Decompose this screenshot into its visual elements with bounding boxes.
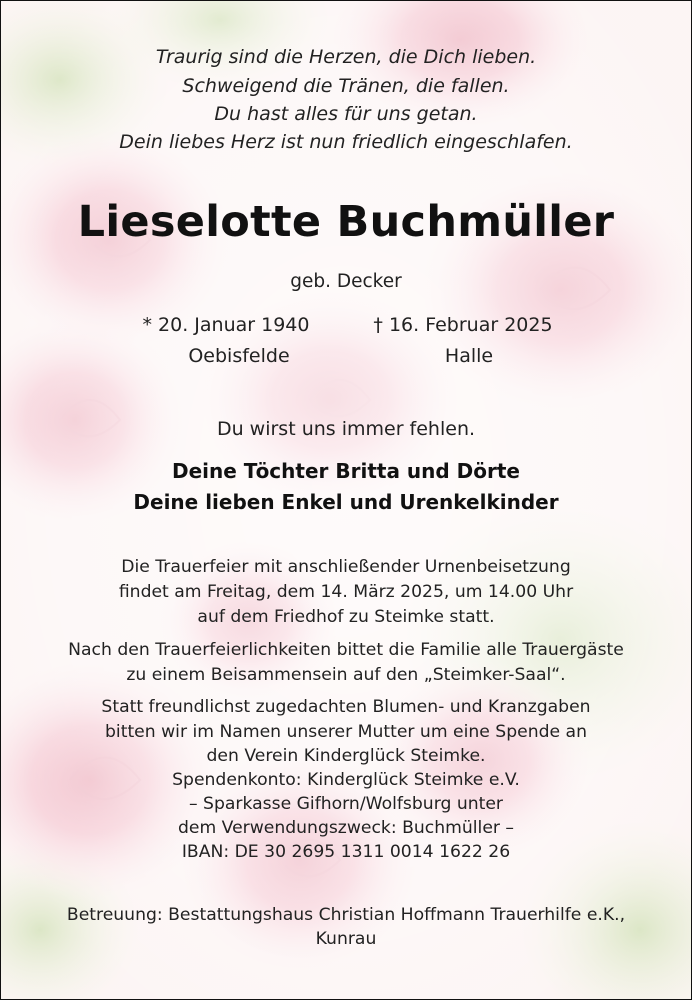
funeral-line: auf dem Friedhof zu Steimke statt.	[197, 607, 495, 627]
birth-date: * 20. Januar 1940	[142, 314, 310, 336]
funeral-home-line: Kunrau	[315, 929, 377, 949]
deceased-name: Lieselotte Buchmüller	[77, 197, 615, 247]
death-place: Halle	[444, 345, 494, 367]
donation-line: – Sparkasse Gifhorn/Wolfsburg unter	[189, 794, 503, 814]
donation-line: Statt freundlichst zugedachten Blumen- und Kranzgaben	[101, 697, 591, 717]
death-date: † 16. Februar 2025	[373, 314, 553, 336]
poem-line: Traurig sind die Herzen, die Dich lieben.	[155, 46, 537, 68]
poem-line: Schweigend die Tränen, die fallen.	[182, 75, 510, 97]
donation-line: Spendenkonto: Kinderglück Steimke e.V.	[172, 770, 520, 790]
poem-line: Dein liebes Herz ist nun friedlich eingeschlafen.	[119, 131, 573, 153]
funeral-line: findet am Freitag, dem 14. März 2025, um 14.00 Uhr	[118, 582, 574, 602]
maiden-name: geb. Decker	[290, 271, 402, 292]
funeral-home-line: Betreuung: Bestattungshaus Christian Hoffmann Trauerhilfe e.K.,	[66, 905, 626, 925]
donation-line: dem Verwendungszweck: Buchmüller –	[177, 818, 515, 838]
donation-line: bitten wir im Namen unserer Mutter um eine Spende an	[105, 722, 587, 742]
funeral-line: Die Trauerfeier mit anschließender Urnenbeisetzung	[121, 557, 571, 577]
gathering-line: zu einem Beisammensein auf den „Steimker-Saal“.	[126, 665, 566, 685]
donation-line: den Verein Kinderglück Steimke.	[206, 746, 486, 766]
family-line: Deine lieben Enkel und Urenkelkinder	[133, 490, 559, 514]
poem-line: Du hast alles für uns getan.	[214, 103, 478, 125]
family-line: Deine Töchter Britta und Dörte	[172, 459, 520, 483]
farewell-message: Du wirst uns immer fehlen.	[216, 418, 476, 440]
birth-place: Oebisfelde	[188, 345, 290, 367]
donation-line: IBAN: DE 30 2695 1311 0014 1622 26	[181, 842, 511, 862]
gathering-line: Nach den Trauerfeierlichkeiten bittet die Familie alle Trauergäste	[68, 640, 624, 660]
